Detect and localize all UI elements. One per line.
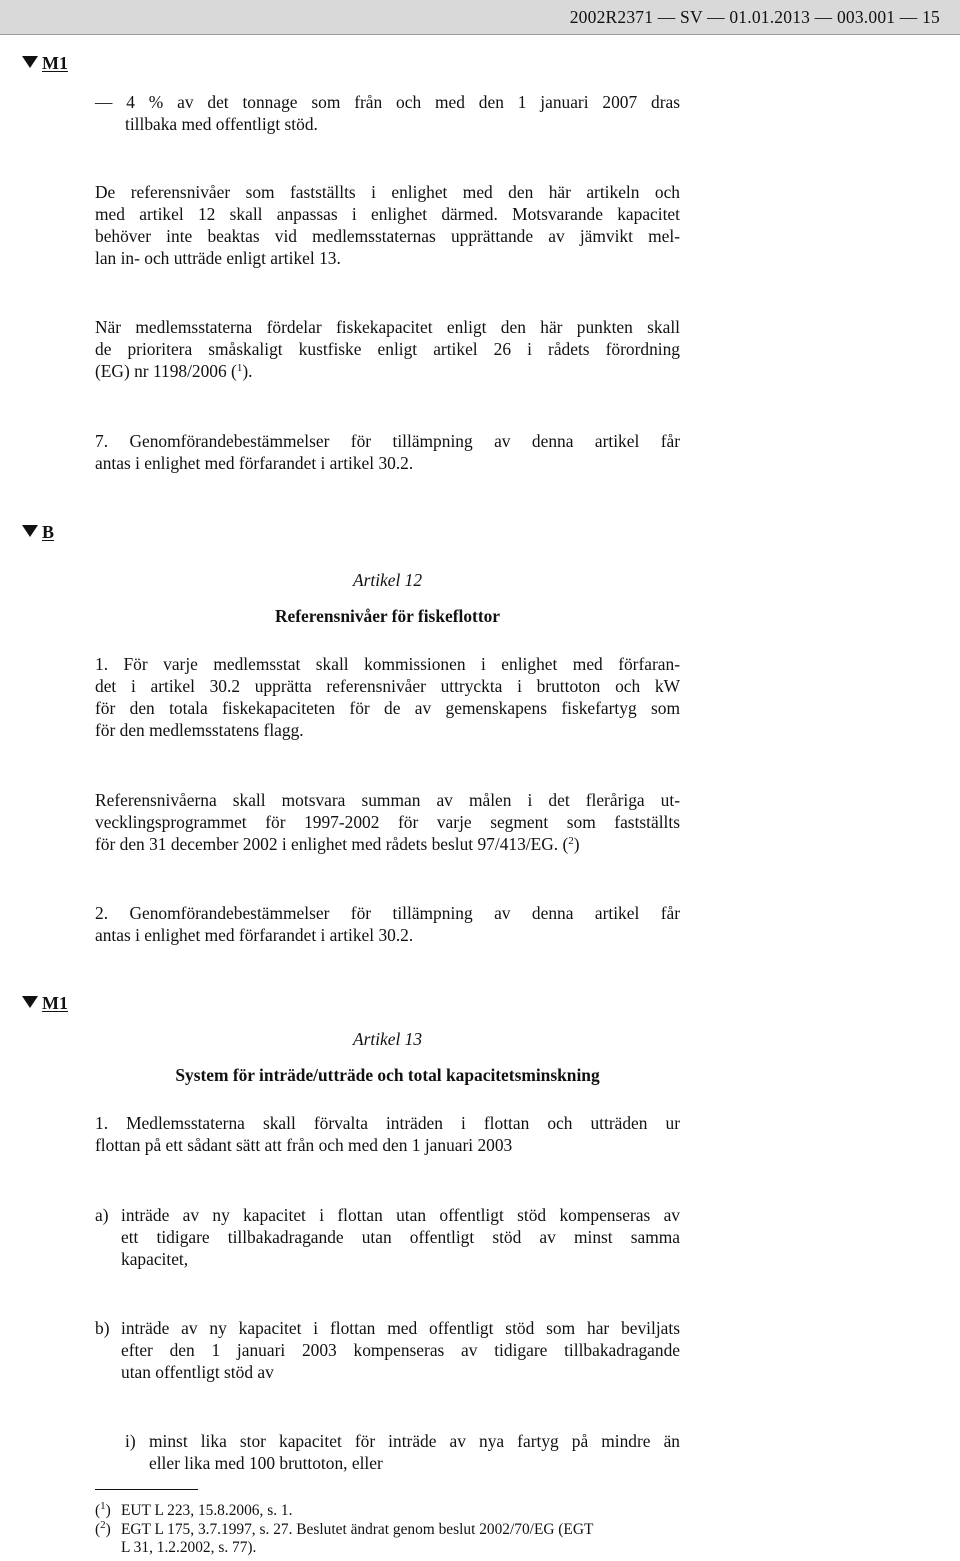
- paragraph: De referensnivåer som fastställts i enlighet med den här artikeln och med artikel 12 skall anpassas i enlighet därmed. Motsvarande kapacitet behöver inte beaktas vid medlemsstaternas upprättande av jämvikt mel- lan in- och utträde enligt artikel 13.: [95, 182, 680, 268]
- footnote: ($^1$) EUT L 223, 15.8.2006, s. 1.: [95, 1500, 293, 1519]
- article-heading: Referensnivåer för fiskeflottor: [274, 606, 501, 626]
- list-item: b) inträde av ny kapacitet i flottan med offentligt stöd som har beviljats efter den 1 januari 2003 kompenseras av tidigare tillbakadragande utan offentligt stöd av: [95, 1318, 680, 1382]
- footnote-ref-1[interactable]: 1: [236, 362, 243, 374]
- list-item: a) inträde av ny kapacitet i flottan utan offentligt stöd kompenseras av ett tidigare tillbakadragande utan offentligt stöd av minst samma kapacitet,: [95, 1205, 680, 1269]
- article-heading: System för inträde/utträde och total kapacitetsminskning: [175, 1065, 600, 1085]
- footnote-divider: [95, 1489, 198, 1490]
- paragraph: 1. För varje medlemsstat skall kommissionen i enlighet med förfaran- det i artikel 30.2 upprätta referensnivåer uttryckta i bruttoton och kW för den totala fiskekapaciteten för de av gemenskapens fiskefartyg som för den medlemsstatens flagg.: [95, 654, 680, 740]
- page-header: [0, 0, 960, 35]
- triangle-down-icon: [22, 996, 38, 1008]
- footnote-ref-2[interactable]: 2: [568, 835, 574, 847]
- article-title: Artikel 13: [352, 1029, 423, 1049]
- triangle-down-icon: [22, 525, 38, 537]
- document-reference: 2002R2371 — SV — 01.01.2013 — 003.001 — 15: [569, 7, 940, 27]
- paragraph: 2. Genomförandebestämmelser för tillämpning av denna artikel får antas i enlighet med förfarandet i artikel 30.2.: [95, 903, 680, 945]
- paragraph: 7. Genomförandebestämmelser för tillämpning av denna artikel får antas i enlighet med förfarandet i artikel 30.2.: [95, 431, 680, 473]
- amendment-marker-m1[interactable]: M1: [22, 52, 68, 74]
- list-item: i) minst lika stor kapacitet för inträde av nya fartyg på mindre än eller lika med 100 bruttoton, eller: [125, 1431, 680, 1473]
- paragraph: 1. Medlemsstaterna skall förvalta inträden i flottan och utträden ur flottan på ett sådant sätt att från och med den 1 januari 2003: [95, 1113, 680, 1155]
- amendment-marker-m1[interactable]: M1: [22, 992, 68, 1014]
- paragraph: Referensnivåerna skall motsvara summan av målen i det fleråriga ut- vecklingsprogrammet för 1997-2002 för varje segment som fastställts för den 31 december 2002 i enlighet med rådets beslut 97/413/EG. ($^2$): [95, 790, 680, 854]
- amendment-marker-b[interactable]: B: [22, 521, 54, 543]
- article-title: Artikel 12: [352, 570, 423, 590]
- footnote: ($^2$) EGT L 175, 3.7.1997, s. 27. Beslutet ändrat genom beslut 2002/70/EG (EGT L 31, 1.2.2002, s. 77).: [95, 1519, 594, 1556]
- triangle-down-icon: [22, 56, 38, 68]
- dash-item: — 4 % av det tonnage som från och med den 1 januari 2007 dras tillbaka med offentligt stöd.: [95, 92, 680, 134]
- paragraph: När medlemsstaterna fördelar fiskekapacitet enligt den här punkten skall de prioritera småskaligt kustfiske enligt artikel 26 i rådets förordning (EG) nr 1198/2006 ($^1$).: [95, 317, 680, 381]
